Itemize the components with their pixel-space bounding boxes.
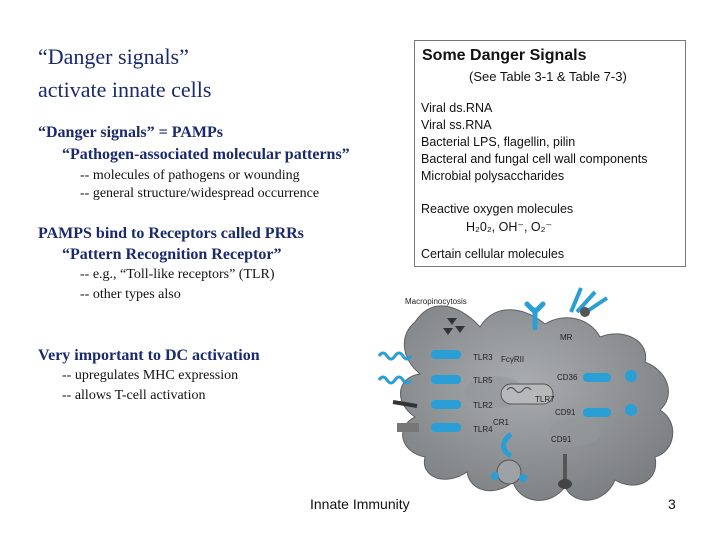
page-number: 3 <box>668 496 676 512</box>
pamps-bullet-1: -- molecules of pathogens or wounding <box>80 168 300 183</box>
lps-ligand <box>397 423 419 432</box>
label-macropinocytosis: Macropinocytosis <box>405 297 467 306</box>
title-line-2: activate innate cells <box>38 77 212 102</box>
box-item: Bacterial LPS, flagellin, pilin <box>421 135 576 149</box>
tlr2-receptor-shape <box>431 400 461 409</box>
tlr4-receptor-shape <box>431 423 461 432</box>
cd36-ligand <box>625 370 637 382</box>
polysaccharide-ligand <box>571 288 607 317</box>
label-tlr5: TLR5 <box>473 376 493 385</box>
dc-bullet-2: -- allows T-cell activation <box>62 388 206 403</box>
label-tlr2: TLR2 <box>473 401 493 410</box>
dendritic-cell-figure <box>375 282 695 510</box>
box-item: Bacteral and fungal cell wall components <box>421 152 648 166</box>
tlr5-receptor-shape <box>431 375 461 384</box>
label-mr: MR <box>560 333 573 342</box>
label-cd91: CD91 <box>555 408 576 417</box>
cd36-receptor-shape <box>583 373 611 382</box>
prrs-subheading: “Pattern Recognition Receptor” <box>62 246 282 263</box>
pamps-bullet-2: -- general structure/widespread occurrence <box>80 186 320 201</box>
cd91-ligand <box>625 404 637 416</box>
label-cd91-lower: CD91 <box>551 435 572 444</box>
box-reactive-heading: Reactive oxygen molecules <box>421 202 574 216</box>
pamps-subheading: “Pathogen-associated molecular patterns” <box>62 146 350 163</box>
label-tlr3: TLR3 <box>473 353 493 362</box>
label-tlr4: TLR4 <box>473 425 493 434</box>
cd91-ligand-bottom <box>558 479 572 489</box>
box-reactive-formula: H₂0₂, OH⁻, O₂⁻ <box>466 220 553 234</box>
box-item: Viral ss.RNA <box>421 118 492 132</box>
pamps-heading: “Danger signals” = PAMPs <box>38 124 223 141</box>
dc-heading: Very important to DC activation <box>38 347 260 364</box>
prrs-bullet-1: -- e.g., “Toll-like receptors” (TLR) <box>80 267 275 282</box>
prrs-heading: PAMPS bind to Receptors called PRRs <box>38 225 304 242</box>
dc-bullet-1: -- upregulates MHC expression <box>62 368 239 383</box>
box-item: Viral ds.RNA <box>421 101 493 115</box>
box-title: Some Danger Signals <box>422 47 587 64</box>
box-cellular: Certain cellular molecules <box>421 247 565 261</box>
label-tlr7: TLR7 <box>535 395 555 404</box>
label-cd36: CD36 <box>557 373 578 382</box>
cd91-receptor-shape <box>583 408 611 417</box>
label-cr1: CR1 <box>493 418 510 427</box>
title-line-1: “Danger signals” <box>38 44 189 69</box>
prrs-bullet-2: -- other types also <box>80 287 181 302</box>
box-reference: (See Table 3-1 & Table 7-3) <box>469 69 627 84</box>
slide-title <box>38 40 211 106</box>
label-fcgr: FcγRII <box>501 355 525 364</box>
footer-title: Innate Immunity <box>310 496 410 512</box>
box-item: Microbial polysaccharides <box>421 169 565 183</box>
tlr3-receptor-shape <box>431 350 461 359</box>
